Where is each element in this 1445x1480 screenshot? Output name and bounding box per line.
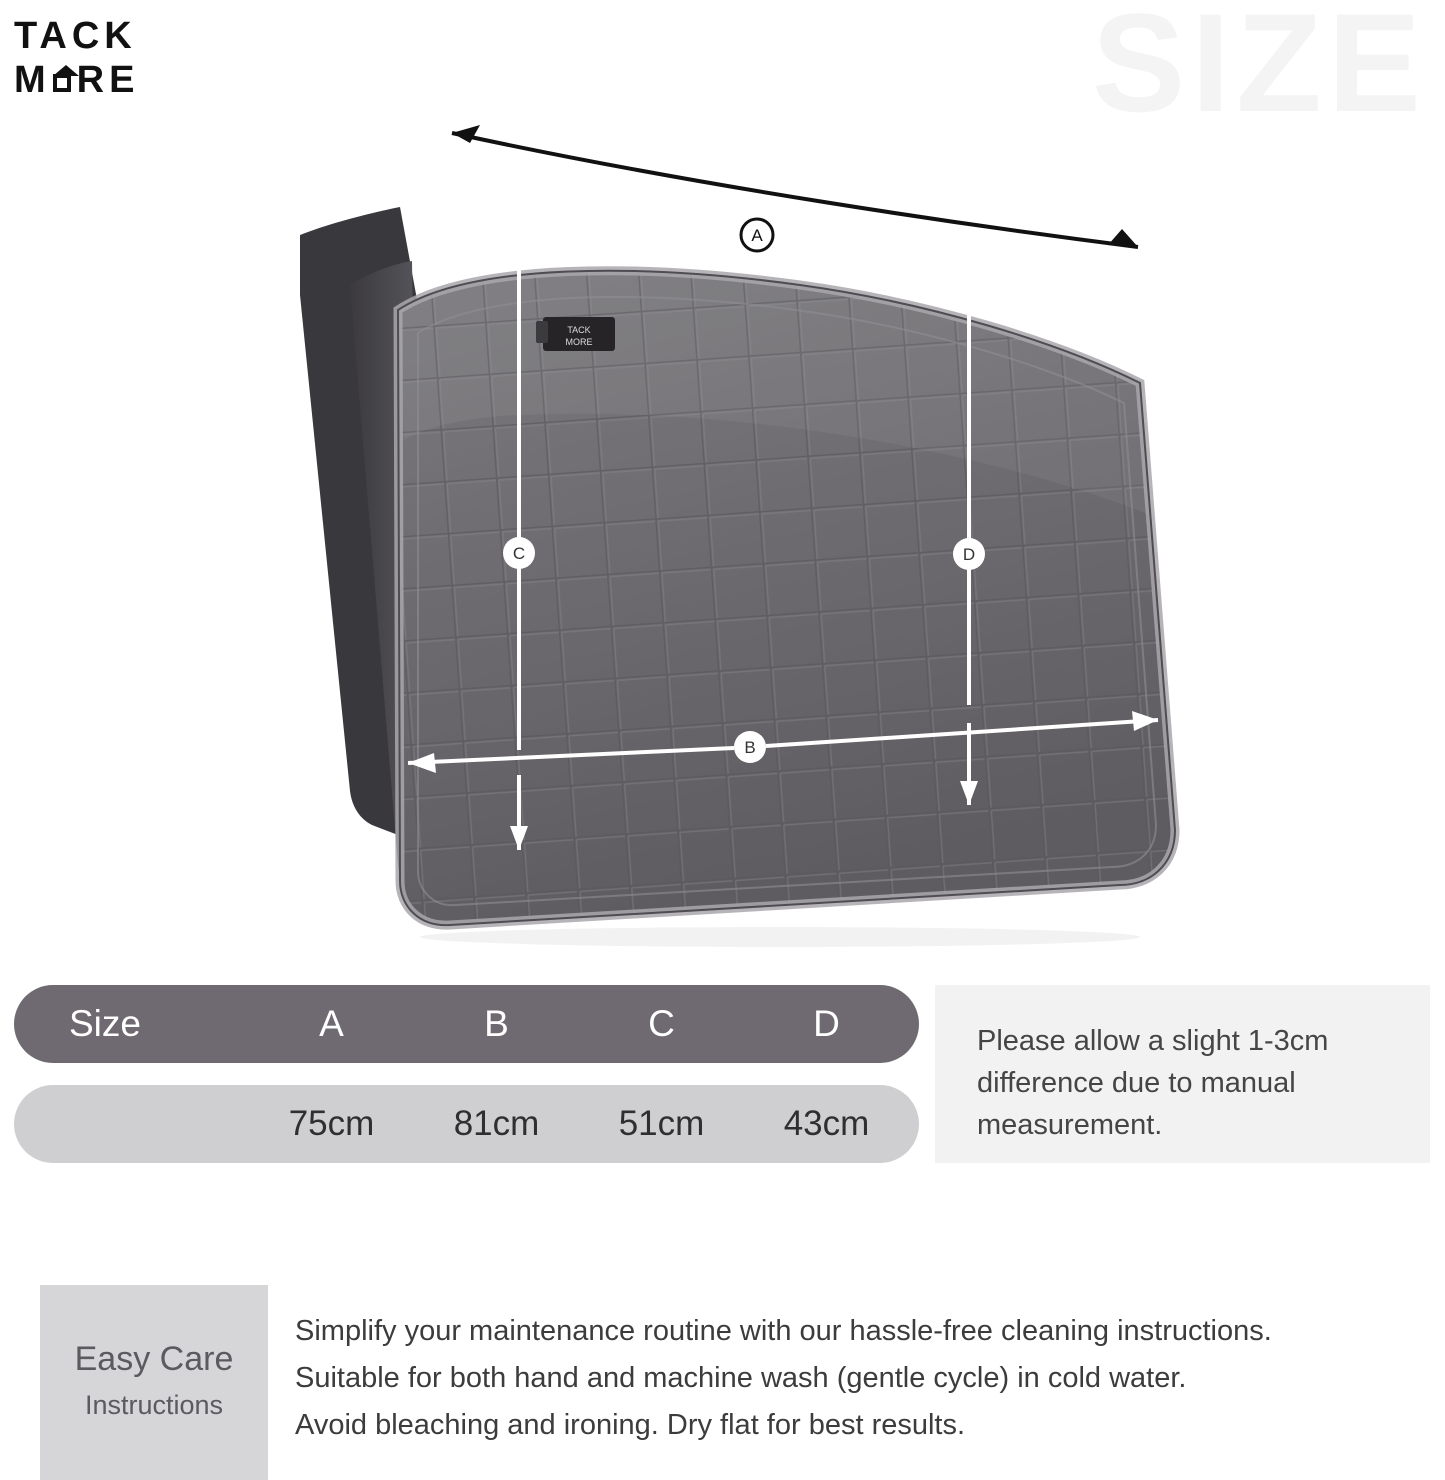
size-watermark: SIZE [1091, 0, 1427, 141]
dimension-a [452, 125, 1138, 251]
easy-care-title: Easy Care [74, 1340, 234, 1378]
size-table-header-a: A [319, 1003, 344, 1044]
easy-care-instructions [295, 1308, 1410, 1449]
size-table-header-b: B [484, 1003, 509, 1044]
svg-text:TACK: TACK [567, 325, 591, 335]
size-table-header-d: D [813, 1003, 840, 1044]
size-table-value-d: 43cm [783, 1104, 870, 1143]
dimension-d-label: D [962, 545, 976, 564]
easy-care-subtitle: Instructions [84, 1390, 224, 1420]
brand-logo-line1: TACK [14, 15, 137, 57]
size-table-value-a: 75cm [288, 1104, 375, 1143]
svg-text:MORE: MORE [565, 337, 593, 347]
size-table [14, 985, 919, 1163]
dimension-a-label: A [751, 226, 763, 245]
easy-care-badge [40, 1285, 268, 1480]
brand-logo-line2-pre: M [14, 59, 51, 101]
saddle-pad-illustration [0, 95, 1445, 960]
size-table-row [14, 1085, 919, 1163]
easy-care-line-1: Simplify your maintenance routine with our hassle-free cleaning instructions. [295, 1315, 1272, 1347]
brand-logo-line2-post: RE [76, 59, 140, 101]
house-icon [51, 66, 77, 96]
measurement-note-box [935, 985, 1430, 1163]
easy-care-line-2: Suitable for both hand and machine wash (gentle cycle) in cold water. [295, 1362, 1187, 1394]
brand-tag [536, 317, 615, 351]
size-table-header-c: C [648, 1003, 675, 1044]
dimension-b-label: B [744, 738, 756, 757]
size-table-value-b: 81cm [453, 1104, 540, 1143]
size-table-header-row [14, 985, 919, 1063]
easy-care-line-3: Avoid bleaching and ironing. Dry flat for best results. [295, 1409, 966, 1441]
size-table-header-label: Size [69, 1003, 141, 1044]
dimension-c-label: C [512, 544, 526, 563]
size-table-value-c: 51cm [618, 1104, 705, 1143]
pad-body [380, 245, 1210, 960]
measurement-note-text: Please allow a slight 1-3cm difference due to manual measurement. [977, 1025, 1329, 1141]
product-diagram [0, 95, 1445, 960]
